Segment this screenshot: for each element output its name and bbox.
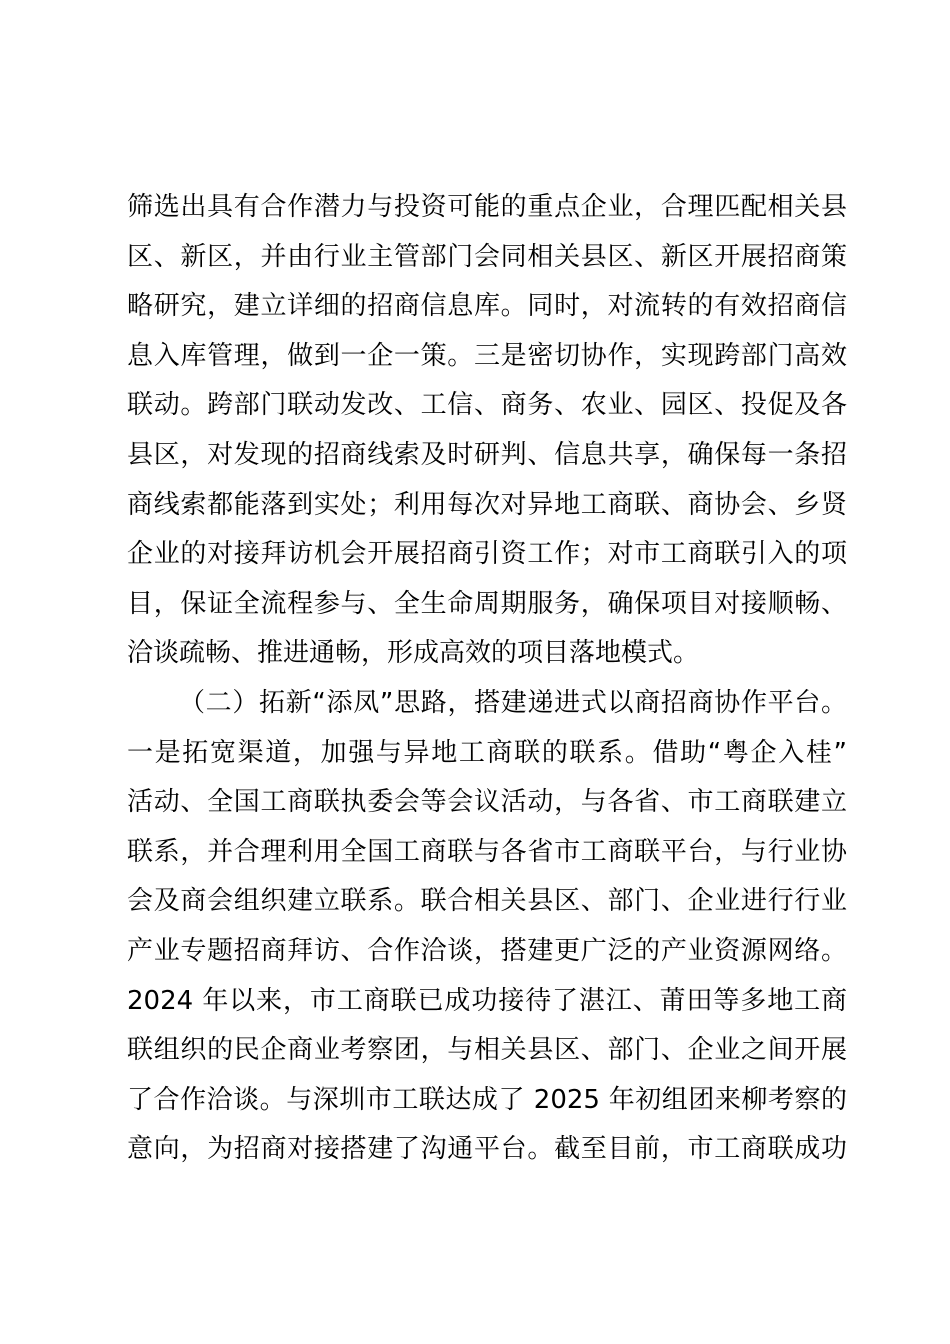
text-line: 联组织的民企商业考察团，与相关县区、部门、企业之间开展 — [127, 1035, 847, 1066]
text-line: 一是拓宽渠道，加强与异地工商联的联系。借助“粤企入桂” — [127, 737, 847, 768]
text-line: 意向，为招商对接搭建了沟通平台。截至目前，市工商联成功 — [127, 1134, 847, 1165]
text-line: 企业的对接拜访机会开展招商引资工作；对市工商联引入的项 — [127, 539, 847, 570]
text-line: 活动、全国工商联执委会等会议活动，与各省、市工商联建立 — [127, 787, 847, 818]
section-heading-line: （二）拓新“添凤”思路，搭建递进式以商招商协作平台。 — [179, 687, 847, 718]
text-line: 联系，并合理利用全国工商联与各省市工商联平台，与行业协 — [127, 836, 847, 867]
text-line: 目，保证全流程参与、全生命周期服务，确保项目对接顺畅、 — [127, 588, 847, 619]
text-line: 2024 年以来，市工商联已成功接待了湛江、莆田等多地工商 — [127, 985, 847, 1016]
text-line: 息入库管理，做到一企一策。三是密切协作，实现跨部门高效 — [127, 340, 847, 371]
text-line: 县区，对发现的招商线索及时研判、信息共享，确保每一条招 — [127, 439, 847, 470]
text-line: 略研究，建立详细的招商信息库。同时，对流转的有效招商信 — [127, 291, 847, 322]
text-line: 了合作洽谈。与深圳市工联达成了 2025 年初组团来柳考察的 — [127, 1084, 847, 1115]
text-line: 商线索都能落到实处；利用每次对异地工商联、商协会、乡贤 — [127, 489, 847, 520]
text-line: 会及商会组织建立联系。联合相关县区、部门、企业进行行业 — [127, 886, 847, 917]
text-line: 联动。跨部门联动发改、工信、商务、农业、园区、投促及各 — [127, 390, 847, 421]
text-line: 区、新区，并由行业主管部门会同相关县区、新区开展招商策 — [127, 241, 847, 272]
body-text — [127, 183, 847, 1175]
text-line: 筛选出具有合作潜力与投资可能的重点企业，合理匹配相关县 — [127, 192, 847, 222]
paragraph-end-line: 洽谈疏畅、推进通畅，形成高效的项目落地模式。 — [127, 638, 700, 669]
text-line: 产业专题招商拜访、合作洽谈，搭建更广泛的产业资源网络。 — [127, 935, 847, 966]
